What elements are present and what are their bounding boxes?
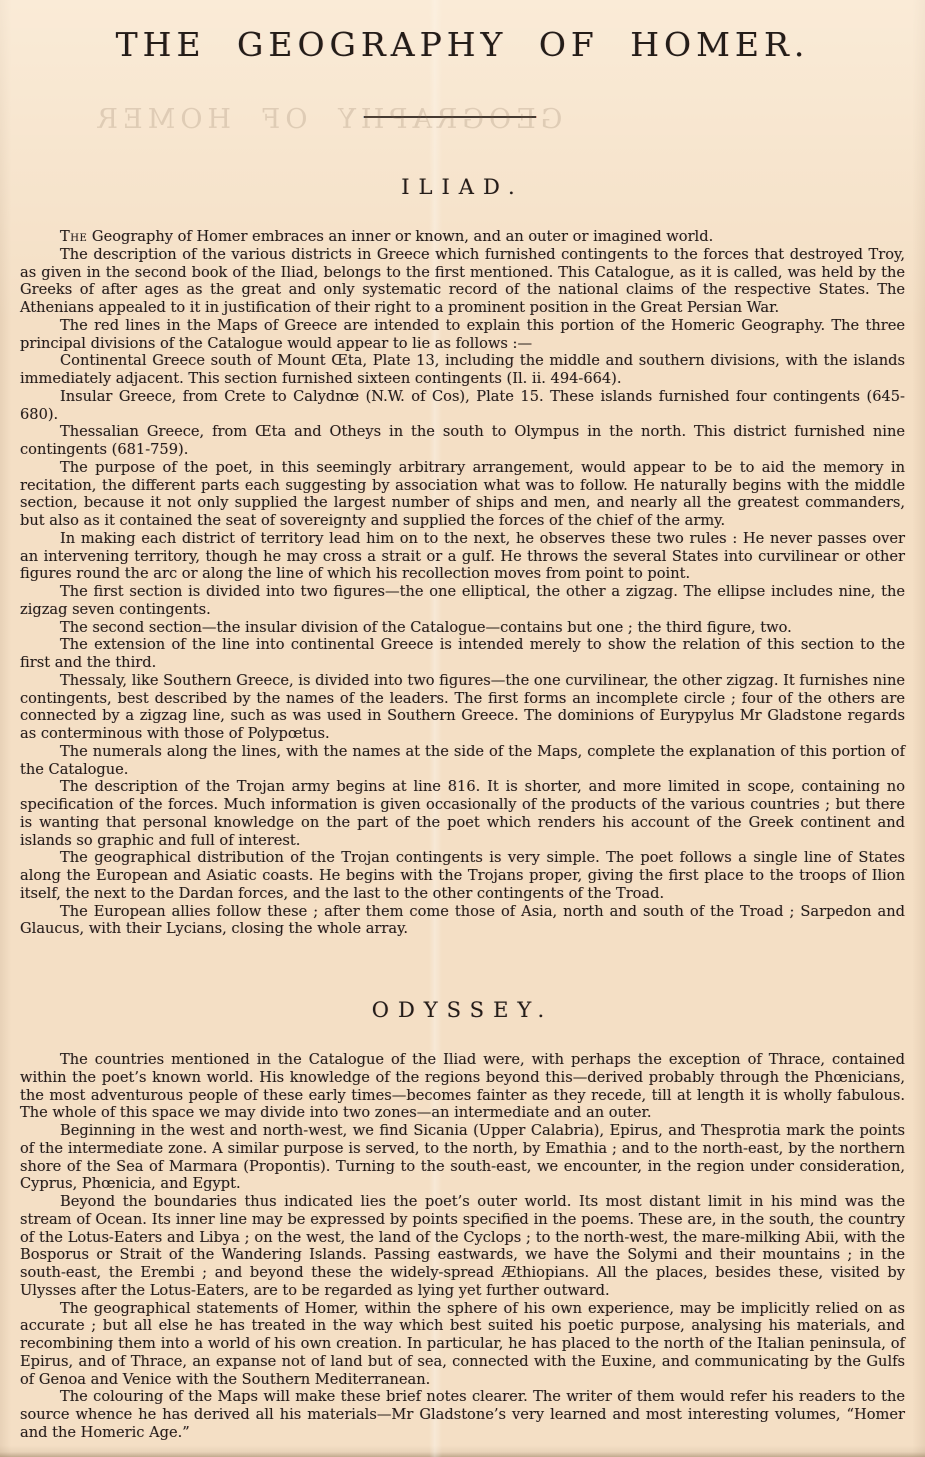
showthrough-text: GEOGRAPHY OF HOMER — [92, 104, 563, 135]
paragraph: The countries mentioned in the Catalogue of the Iliad were, with perhaps the exception of Thrace, contained within the poet’s known world. His knowledge of the regions beyond this—derived probably through the Phœnicians, the most adventurous people of these early times—becomes fainter as they recede, till at length it is wholly fabulous. The whole of this space we may divide into two zones—an intermediate and an outer. — [20, 1051, 905, 1122]
lead-word: The — [60, 228, 88, 245]
page-title: THE GEOGRAPHY OF HOMER. — [115, 25, 810, 64]
paragraph: Beginning in the west and north-west, we find Sicania (Upper Calabria), Epirus, and Thesprotia mark the points of the intermediate zone. A similar purpose is served, to the north, by Emathia ; and to the north-east, by the northern shore of the Sea of Marmara (Propontis). Turning to the south-east, we encounter, in the region under consideration, Cyprus, Phœnicia, and Egypt. — [20, 1122, 905, 1193]
paragraph: Thessalian Greece, from Œta and Otheys in the south to Olympus in the north. This district furnished nine contingents (681-759). — [20, 423, 905, 458]
paragraph-text: Geography of Homer embraces an inner or known, and an outer or imagined world. — [91, 228, 714, 245]
paragraph: Insular Greece, from Crete to Calydnœ (N.W. of Cos), Plate 15. These islands furnished four contingents (645-680). — [20, 387, 905, 423]
paragraph: The second section—the insular division of the Catalogue—contains but one ; the third figure, two. — [60, 618, 792, 636]
iliad-section-body — [20, 228, 905, 938]
title-divider — [364, 116, 536, 118]
paragraph: Continental Greece south of Mount Œta, Plate 13, including the middle and southern divisions, with the islands immediately adjacent. This section furnished sixteen contingents (Il. ii. 494-664). — [20, 352, 905, 387]
paragraph: The purpose of the poet, in this seemingly arbitrary arrangement, would appear to be to aid the memory in recitation, the different parts each suggesting by association what was to follow. He naturally begins with the middle section, because it not only supplied the largest number of ships and men, and nearly all the greatest commanders, but also as it contained the seat of sovereignty and supplied the forces of the chief of the army. — [20, 458, 905, 529]
paragraph: The description of the Trojan army begins at line 816. It is shorter, and more limited in scope, containing no specification of the forces. Much information is given occasionally of the products of the various countries ; but there is wanting that personal knowledge on the part of the poet which renders his account of the Greek continent and islands so graphic and full of interest. — [20, 778, 905, 849]
paragraph: The European allies follow these ; after them come those of Asia, north and south of the Troad ; Sarpedon and Glaucus, with their Lycians, closing the whole array. — [20, 902, 905, 938]
odyssey-section-body — [20, 1051, 905, 1442]
paragraph: Beyond the boundaries thus indicated lies the poet’s outer world. Its most distant limit in his mind was the stream of Ocean. Its inner line may be expressed by points specified in the poems. These are, in the south, the country of the Lotus-Eaters and Libya ; on the west, the land of the Cyclops ; to the north-west, the mare-milking Abii, with the Bosporus or Strait of the Wandering Islands. Passing eastwards, we have the Solymi and their mountains ; in the south-east, the Erembi ; and beyond these the widely-spread Æthiopians. All the places, besides these, visited by Ulysses after the Lotus-Eaters, are to be regarded as lying yet further outward. — [20, 1193, 905, 1299]
paragraph: The extension of the line into continental Greece is intended merely to show the relation of this section to the first and the third. — [20, 636, 905, 671]
paragraph: The colouring of the Maps will make these brief notes clearer. The writer of them would refer his readers to the source whence he has derived all his materials—Mr Gladstone’s very learned and most interesting volumes, “Homer and the Homeric Age.” — [20, 1388, 905, 1441]
paragraph: The description of the various districts in Greece which furnished contingents to the forces that destroyed Troy, as given in the second book of the Iliad, belongs to the first mentioned. This Catalogue, as it is called, was held by the Greeks of after ages as the great and only systematic record of the national claims of the respective States. The Athenians appealed to it in justification of their right to a prominent position in the Great Persian War. — [20, 245, 905, 316]
paragraph — [20, 228, 905, 246]
paragraph: The geographical distribution of the Trojan contingents is very simple. The poet follows a single line of States along the European and Asiatic coasts. He begins with the Trojans proper, giving the first place to the troops of Ilion itself, the next to the Dardan forces, and the last to the other contingents of the Troad. — [20, 849, 905, 902]
paragraph: The geographical statements of Homer, within the sphere of his own experience, may be implicitly relied on as accurate ; but all else he has treated in the way which best suited his poetic purpose, analysing his materials, and recombining them into a world of his own creation. In particular, he has placed to the north of the Italian peninsula, of Epirus, and of Thrace, an expanse not of land but of sea, connected with the Euxine, and communicating by the Gulfs of Genoa and Venice with the Southern Mediterranean. — [20, 1299, 905, 1388]
paragraph: The red lines in the Maps of Greece are intended to explain this portion of the Homeric Geography. The three principal divisions of the Catalogue would appear to lie as follows :— — [20, 316, 905, 352]
paragraph: Thessaly, like Southern Greece, is divided into two figures—the one curvilinear, the other zigzag. It furnishes nine contingents, best described by the names of the leaders. The first forms an incomplete circle ; four of the others are connected by a zigzag line, such as was used in Southern Greece. The dominions of Eurypylus Mr Gladstone regards as conterminous with those of Polypœtus. — [20, 671, 905, 742]
paragraph: The first section is divided into two figures—the one elliptical, the other a zigzag. The ellipse includes nine, the zigzag seven contingents. — [20, 583, 905, 618]
paragraph: In making each district of territory lead him on to the next, he observes these two rules : He never passes over an intervening territory, though he may cross a strait or a gulf. He throws the several States into curvilinear or other figures round the arc or along the line of which his recollection moves from point to point. — [20, 529, 905, 583]
section-heading-iliad: ILIAD. — [401, 175, 524, 199]
section-heading-odyssey: ODYSSEY. — [371, 998, 554, 1022]
paragraph: The numerals along the lines, with the names at the side of the Maps, complete the explanation of this portion of the Catalogue. — [20, 742, 905, 778]
